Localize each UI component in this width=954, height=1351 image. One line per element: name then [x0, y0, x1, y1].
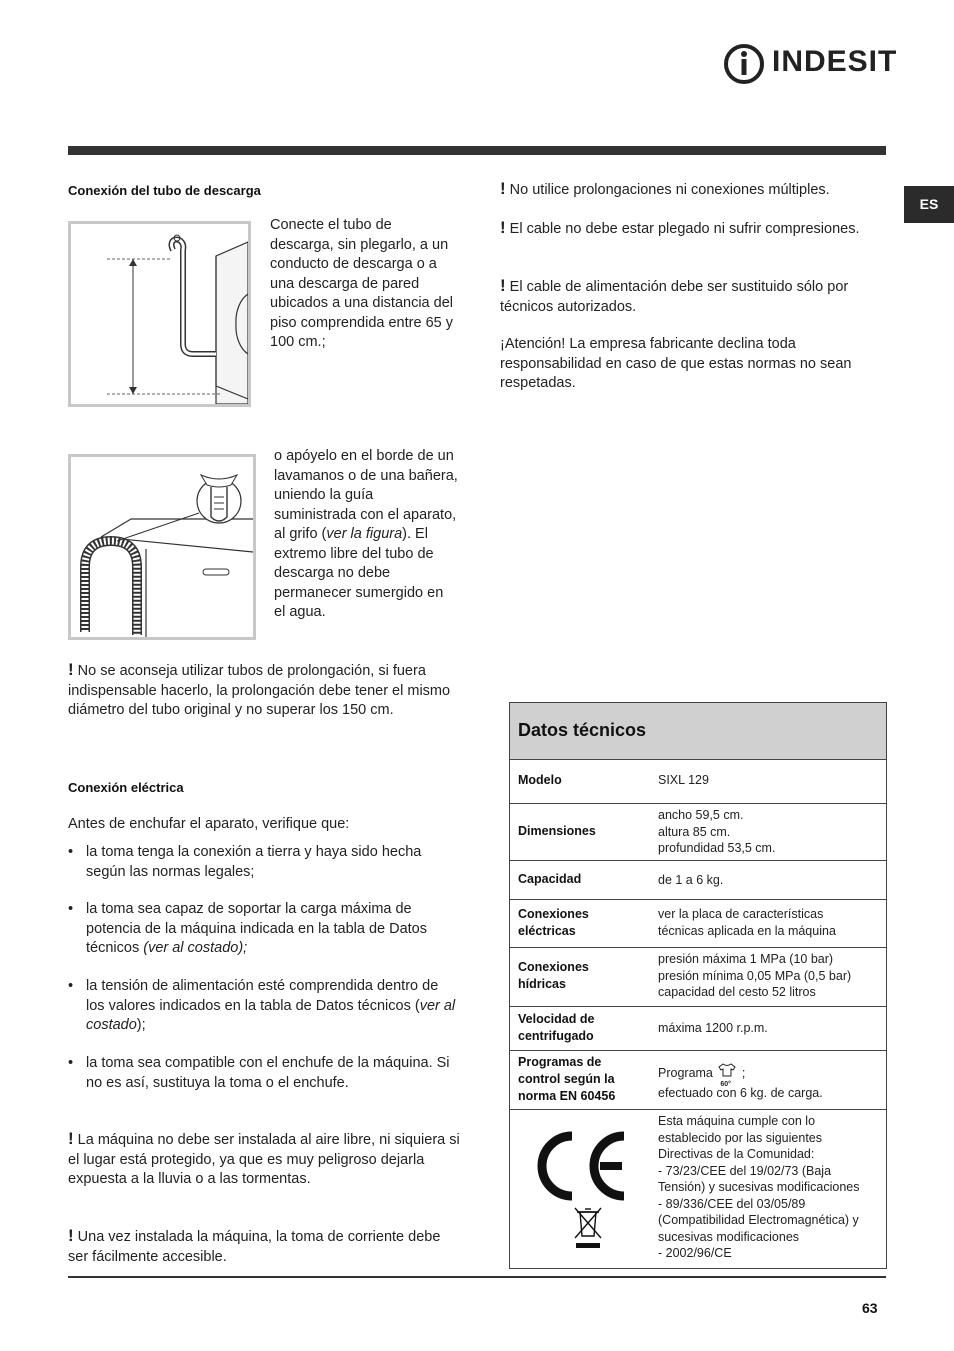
wall-drain-illustration [71, 224, 248, 404]
shirt-icon [718, 1063, 736, 1077]
table-row: Programas de control según la norma EN 60456 Programa 60° ; efectuado con 6 kg. de carga. [510, 1051, 886, 1110]
bullet-item: • la tensión de alimentación esté comprendida dentro de los valores indicados en la tabla de Datos técnicos (ver al costado); [68, 978, 456, 1033]
weee-bin-icon [572, 1206, 604, 1255]
brand-name: INDESIT [772, 45, 898, 78]
bullet-dot-icon: • [68, 978, 74, 994]
warning-mark-icon: ! [500, 276, 506, 295]
table-row: Modelo SIXL 129 [510, 760, 886, 804]
bullet-item: • la toma sea capaz de soportar la carga máxima de potencia de la máquina indicada en la tabla de Datos técnicos (ver al costado); [68, 901, 427, 956]
elec-intro: Antes de enchufar el aparato, verifique que: [68, 816, 350, 832]
bullet-dot-icon: • [68, 1055, 74, 1071]
drain-wall-figure [68, 221, 251, 407]
warning-mark-icon: ! [500, 218, 506, 237]
brand-logo [722, 38, 898, 86]
table-row: Esta máquina cumple con lo establecido por las siguientes Directivas de la Comunidad: - 73/23/CEE del 19/02/73 (Baja Tensión) y sucesivas modificaciones - 89/336/CEE del 03/05/89 (Compatibilidad Electromagnética) y sucesivas modificaciones - 2002/96/CE [510, 1110, 886, 1268]
tech-data-table [509, 702, 887, 1269]
bullet-dot-icon: • [68, 844, 74, 860]
elec-heading: Conexión eléctrica [68, 780, 184, 795]
table-row: Capacidad de 1 a 6 kg. [510, 861, 886, 900]
cotton-program-icon: 60° [716, 1063, 738, 1085]
table-title: Datos técnicos [518, 720, 647, 740]
bullet-item: • la toma sea compatible con el enchufe de la máquina. Si no es así, sustituya la toma o el enchufe. [68, 1055, 450, 1091]
attention-note: ¡Atención! La empresa fabricante declina toda responsabilidad en caso de que estas normas no sean respetadas. [500, 336, 852, 391]
warn-cable-replace: ! El cable de alimentación debe ser sustituido sólo por técnicos autorizados. [500, 276, 849, 315]
indesit-i-icon [722, 42, 766, 86]
tub-drain-illustration [71, 457, 253, 637]
drain-text-2: o apóyelo en el borde de un lavamanos o de una bañera, uniendo la guía suministrada con el aparato, al grifo (ver la figura). El extremo libre del tubo de descarga no debe permanecer sumergido en el agua. [274, 448, 458, 620]
drain-heading: Conexión del tubo de descarga [68, 183, 261, 198]
table-row: Velocidad de centrifugado máxima 1200 r.p.m. [510, 1007, 886, 1051]
warn-extension: ! No se aconseja utilizar tubos de prolongación, si fuera indispensable hacerlo, la prolongación debe tener el mismo diámetro del tubo original y no superar los 150 cm. [68, 660, 451, 718]
warning-mark-icon: ! [68, 1226, 74, 1245]
bullet-item: • la toma tenga la conexión a tierra y haya sido hecha según las normas legales; [68, 844, 422, 880]
top-rule [68, 146, 886, 155]
page-number: 63 [862, 1300, 878, 1316]
ce-mark-icon [532, 1128, 628, 1209]
warn-access: ! Una vez instalada la máquina, la toma de corriente debe ser fácilmente accesible. [68, 1226, 441, 1265]
ce-icon [532, 1128, 628, 1204]
warning-mark-icon: ! [68, 1129, 74, 1148]
crossed-bin-icon [572, 1206, 604, 1250]
language-tab: ES [904, 186, 954, 223]
drain-text-1: Conecte el tubo de descarga, sin plegarlo, a un conducto de descarga o a una descarga de pared ubicados a una distancia del piso comprendida entre 65 y 100 cm.; [270, 217, 453, 350]
table-row: Dimensiones ancho 59,5 cm. altura 85 cm. profundidad 53,5 cm. [510, 804, 886, 861]
warn-cable-bent: ! El cable no debe estar plegado ni sufrir compresiones. [500, 218, 860, 237]
warn-outdoor: ! La máquina no debe ser instalada al aire libre, ni siquiera si el lugar está protegido, ya que es muy peligroso dejarla expuesta a la lluvia o a las tormentas. [68, 1129, 460, 1187]
bullet-dot-icon: • [68, 901, 74, 917]
bottom-rule [68, 1276, 886, 1278]
table-header [510, 703, 886, 760]
warning-mark-icon: ! [68, 660, 74, 679]
warn-no-extensions: ! No utilice prolongaciones ni conexiones múltiples. [500, 179, 830, 198]
table-row: Conexiones eléctricas ver la placa de características técnicas aplicada en la máquina [510, 900, 886, 948]
table-row: Conexiones hídricas presión máxima 1 MPa (10 bar) presión mínima 0,05 MPa (0,5 bar) capacidad del cesto 52 litros [510, 948, 886, 1007]
drain-tub-figure [68, 454, 256, 640]
warning-mark-icon: ! [500, 179, 506, 198]
